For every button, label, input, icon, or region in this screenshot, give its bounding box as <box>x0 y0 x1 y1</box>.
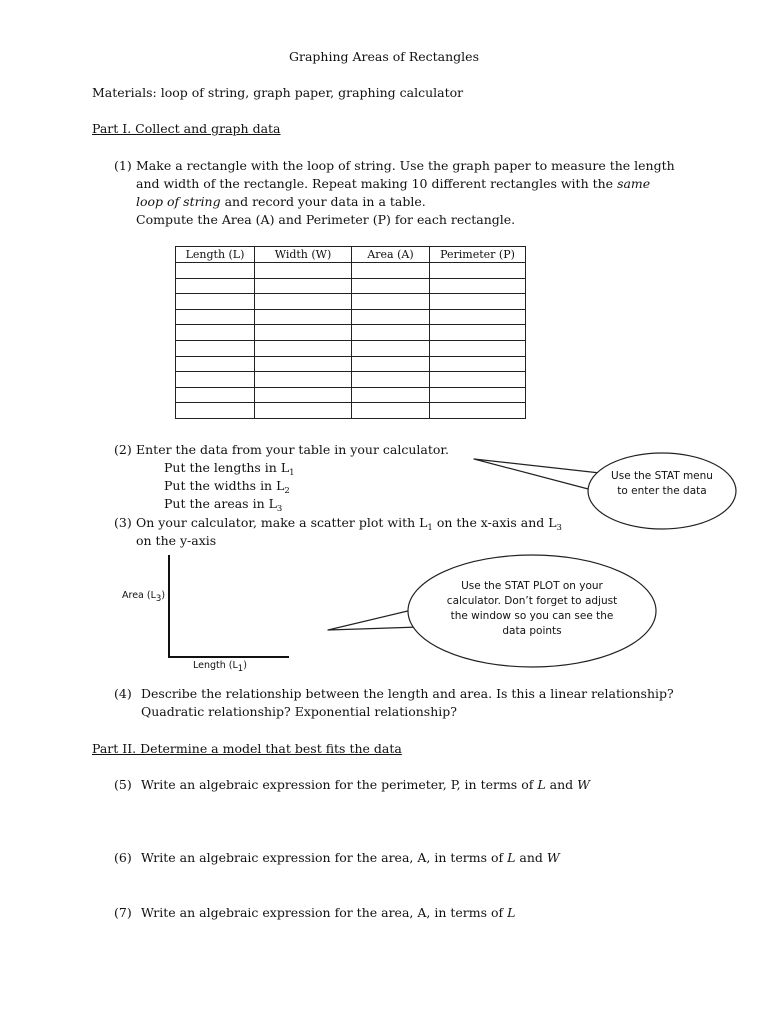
q3-sub1: 1 <box>427 523 433 533</box>
col-header-width: Width (W) <box>255 247 352 263</box>
q3-number: (3) <box>114 515 132 530</box>
graph-x-label <box>193 660 247 674</box>
graph-x-label-sub: 1 <box>237 664 244 674</box>
q1-line3-text: and record your data in a table. <box>220 194 426 209</box>
q3-sub3: 3 <box>556 523 562 533</box>
q6-text-main: Write an algebraic expression for the area, A, in terms of <box>141 850 508 865</box>
page-title: Graphing Areas of Rectangles <box>288 49 479 64</box>
q1-line3-italic: loop of string <box>136 194 221 209</box>
q6-var-w: W <box>546 850 560 865</box>
q1-line1: Make a rectangle with the loop of string. Use the graph paper to measure the length <box>136 158 675 173</box>
q6-text <box>141 849 560 867</box>
q2-lengths-sub: 1 <box>289 468 295 478</box>
part2-heading: Part II. Determine a model that best fits the data <box>92 741 402 756</box>
graph-y-label <box>122 590 166 604</box>
q5-number: (5) <box>114 777 132 792</box>
graph-y-label-text: Area (L <box>122 590 156 601</box>
q5-var-w: W <box>577 777 590 792</box>
bubble1-text: Use the STAT menu to enter the data <box>611 470 713 497</box>
graph-y-label-sub: 3 <box>155 594 162 604</box>
q7-number: (7) <box>114 905 132 920</box>
q2-widths-sub: 2 <box>284 486 290 496</box>
q3-line1-text-a: On your calculator, make a scatter plot with L <box>136 515 428 530</box>
q7-var-l: L <box>507 905 516 920</box>
col-header-length: Length (L) <box>176 247 255 263</box>
q5-text-main: Write an algebraic expression for the perimeter, P, in terms of <box>141 777 538 792</box>
q7-text <box>141 904 515 922</box>
part1-heading: Part I. Collect and graph data <box>92 121 281 136</box>
q2-areas-sub: 3 <box>276 504 283 514</box>
q1-line2-italic: same <box>617 176 651 191</box>
q1-number: (1) <box>114 158 132 173</box>
q1-line4: Compute the Area (A) and Perimeter (P) for each rectangle. <box>136 212 516 227</box>
q1-line2-text: and width of the rectangle. Repeat making 10 different rectangles with the <box>136 176 618 191</box>
q4-line2: Quadratic relationship? Exponential relationship? <box>141 704 457 719</box>
q6-and: and <box>515 850 547 865</box>
col-header-area: Area (A) <box>352 247 430 263</box>
bubble2-text: Use the STAT PLOT on your calculator. Don’t forget to adjust the window so you can see the data points <box>446 580 618 637</box>
q2-widths-text: Put the widths in L <box>164 478 285 493</box>
graph-x-label-close: ) <box>243 660 247 671</box>
q5-var-l: L <box>537 777 546 792</box>
q3-line2: on the y-axis <box>136 533 217 548</box>
q2-areas-text: Put the areas in L <box>164 496 277 511</box>
graph-x-label-text: Length (L <box>193 660 238 671</box>
graph-y-label-close: ) <box>161 590 166 601</box>
q5-text <box>141 776 590 794</box>
q6-number: (6) <box>114 850 132 865</box>
q2-lengths-text: Put the lengths in L <box>164 460 290 475</box>
q2-line1: Enter the data from your table in your calculator. <box>136 442 449 457</box>
q6-var-l: L <box>507 850 516 865</box>
q4-line1: Describe the relationship between the length and area. Is this a linear relationship? <box>141 686 674 701</box>
q7-text-main: Write an algebraic expression for the area, A, in terms of <box>141 905 508 920</box>
col-header-perimeter: Perimeter (P) <box>430 247 526 263</box>
materials-line: Materials: loop of string, graph paper, graphing calculator <box>92 85 464 100</box>
q3-line1-text-b: on the x-axis and L <box>432 515 557 530</box>
q4-number: (4) <box>114 686 132 701</box>
q2-number: (2) <box>114 442 132 457</box>
q5-and: and <box>545 777 578 792</box>
